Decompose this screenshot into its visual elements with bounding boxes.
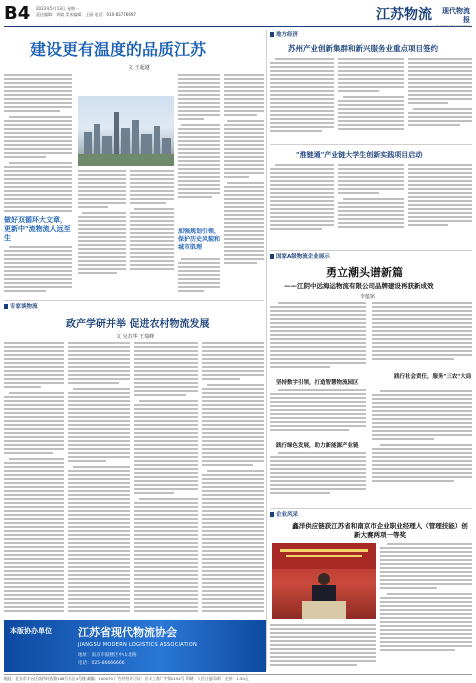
feature-side-heading-box [4, 216, 72, 242]
masthead-meta [36, 6, 216, 18]
feature-byline: 文 王超越 [128, 65, 150, 71]
feature-subheading-box [178, 228, 220, 254]
policy-headline: 政产学研并举 促进农村物流发展 [66, 319, 210, 330]
company-news-subhead: ——江阴中远海运物流有限公司品牌建设再获新成效 [284, 282, 434, 290]
editor-line: 责任编辑：刘婧 美术编辑：王丽 电话：010-83776697 [36, 12, 136, 17]
policy-section-tag: 专家谈物流 [4, 303, 38, 312]
feature-column-1b [4, 246, 72, 294]
ad-phone: 电话：025-86666666 [78, 661, 125, 666]
top-news-column-3 [408, 58, 472, 140]
top-news-section-tag: 地方经济 [270, 31, 298, 40]
page-number: B4 [4, 3, 31, 24]
company-news-column-1c [270, 452, 366, 504]
top-news2-column-1 [270, 164, 334, 240]
ad-cohost-label: 本版协办单位 [10, 627, 52, 635]
company-news-column-2a [372, 302, 472, 372]
bottom-news-column-2 [380, 543, 472, 670]
main-column-divider [266, 30, 267, 670]
top-news-column-1 [270, 58, 334, 140]
bottom-news-column-1b [270, 624, 376, 670]
company-sub-heading-3: 践行绿色发展，助力新能源产业链 [276, 443, 359, 449]
feature-column-5 [224, 74, 264, 294]
ad-association-name-en: JIANGSU MODERN LOGISTICS ASSOCIATION [78, 642, 198, 648]
bottom-news-section-tag: 企业风采 [270, 511, 298, 520]
company-news-section-tag: 国家A级物流企业展示 [270, 253, 330, 262]
feature-column-3 [130, 170, 174, 294]
newspaper-logo [436, 6, 470, 29]
top-news2-column-2 [338, 164, 404, 240]
logo-sub: XIANDAI WULIU BAO [436, 24, 470, 28]
policy-column-4 [202, 342, 264, 614]
feature-column-2 [78, 170, 126, 294]
company-news-column-1b [270, 389, 366, 441]
feature-column-4 [178, 74, 220, 224]
date-line: 2023年5月13日 星期一 [36, 6, 80, 11]
feature-sub-heading-1: 加强规划引领，保护历史风貌和城市肌理 [178, 228, 220, 251]
top-news-headline-2: "淮链通"产业链大学生创新实践项目启动 [296, 151, 423, 159]
company-news-column-2b [372, 390, 472, 504]
top-news-divider [270, 144, 472, 145]
company-news-headline: 勇立潮头谱新篇 [326, 266, 403, 279]
award-ceremony-photo [272, 543, 376, 619]
section-name: 江苏物流 [376, 7, 432, 23]
feature-headline: 建设更有温度的品质江苏 [30, 40, 207, 59]
page-footer: 地址：北京市丰台区南四环西路188号五区4号楼 邮编：100070 广告经营许可证：京丰工商广字第0154号 印刷：人民日报印刷厂 定价：1.50元 [4, 674, 472, 683]
top-news-column-2 [338, 58, 404, 140]
masthead [4, 4, 472, 27]
policy-column-3 [134, 342, 198, 614]
top-news-headline: 苏州产业创新集群和新兴服务业重点项目签约 [288, 44, 438, 53]
policy-column-1 [4, 342, 64, 614]
company-sub-heading-2: 践行社会责任，服务"三农"大局 [394, 374, 472, 380]
feature-column-1 [4, 74, 72, 214]
logo-text: 现代物流报 [442, 6, 470, 24]
feature-side-heading: 做好双循环大文章，更新中"流物流人远至生 [4, 216, 71, 242]
company-sub-heading-1: 坚持数字引领，打造智慧物流园区 [276, 380, 359, 386]
bottom-news-top-rule [270, 508, 472, 509]
policy-column-2 [68, 342, 130, 614]
feature-bottom-rule [4, 300, 264, 301]
company-news-top-rule [270, 250, 472, 251]
company-news-column-1a [270, 302, 366, 378]
city-skyline-photo [78, 96, 174, 166]
policy-byline: 文 吴苏华 王瑞峰 [116, 334, 155, 340]
top-news2-column-3 [408, 164, 472, 240]
bottom-news-headline: 鑫洋供应链获江苏省和南京市企业职业经理人（管理技能）创新大赛两项一等奖 [292, 522, 468, 539]
ad-association-name: 江苏省现代物流协会 [78, 626, 177, 639]
association-ad-banner [4, 620, 266, 672]
feature-column-4b [178, 258, 220, 294]
ad-address: 地址：南京市鼓楼区中山北路 [78, 653, 137, 658]
company-news-byline: 李蕴铭 [360, 294, 376, 300]
